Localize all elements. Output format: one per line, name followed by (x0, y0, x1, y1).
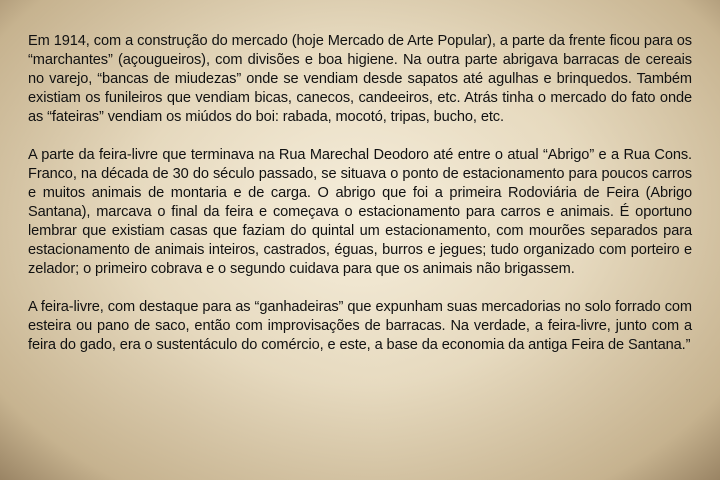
paragraph-market-1914: Em 1914, com a construção do mercado (hoje Mercado de Arte Popular), a parte da frente ficou para os “marchantes” (açougueiros), com divisões e boa higiene. Na outra parte abrigava barracas de cereais no varejo, “bancas de miudezas” onde se vendiam desde sapatos até agulhas e brinquedos. Também existiam os funileiros que vendiam bicas, canecos, candeeiros, etc. Atrás tinha o mercado do fato onde as “fateiras” vendiam os miúdos do boi: rabada, mocotó, tripas, bucho, etc. (28, 33, 692, 125)
document-page (28, 32, 692, 374)
paragraph-street-market-parking: A parte da feira-livre que terminava na Rua Marechal Deodoro até entre o atual “Abrigo” e a Rua Cons. Franco, na década de 30 do século passado, se situava o ponto de estacionamento para poucos carros e muitos animais de montaria e de carga. O abrigo que foi a primeira Rodoviária de Feira (Abrigo Santana), marcava o final da feira e começava o estacionamento para carros e animais. É oportuno lembrar que existiam casas que faziam do quintal um estacionamento, com mourões separados para estacionamento de animais inteiros, castrados, éguas, burros e jegues; tudo organizado com porteiro e zelador; o primeiro cobrava e o segundo cuidava para que os animais não brigassem. (28, 147, 692, 277)
paragraph-ganhadeiras: A feira-livre, com destaque para as “ganhadeiras” que expunham suas mercadorias no solo forrado com esteira ou pano de saco, então com improvisações de barracas. Na verdade, a feira-livre, junto com a feira do gado, era o sustentáculo do comércio, e este, a base da economia da antiga Feira de Santana.” (28, 299, 692, 353)
